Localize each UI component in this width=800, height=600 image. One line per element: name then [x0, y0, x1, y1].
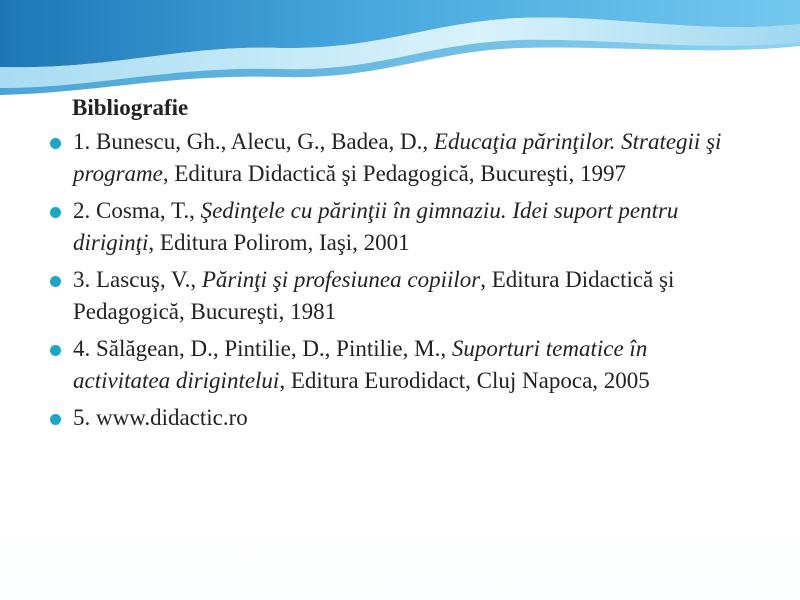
bibliography-item-1 — [50, 126, 740, 190]
reference-suffix: , Editura Eurodidact, Cluj Napoca, 2005 — [279, 368, 650, 393]
reference-prefix: 5. www.didactic.ro — [73, 405, 248, 430]
bullet-icon — [50, 138, 61, 149]
bullet-icon — [50, 207, 61, 218]
reference-prefix: 4. Sălăgean, D., Pintilie, D., Pintilie, M., — [73, 336, 452, 361]
reference-title: Suporturi tematice în activitatea dirigintelui — [73, 336, 648, 393]
bibliography-item-4 — [50, 333, 740, 397]
reference-prefix: 2. Cosma, T., — [73, 198, 201, 223]
reference-suffix: , Editura Didactică şi Pedagogică, Bucureşti, 1997 — [162, 161, 626, 186]
bibliography-item-2 — [50, 195, 740, 259]
bibliography-content — [50, 92, 740, 439]
reference-title: Părinţi şi profesiunea copiilor — [201, 267, 481, 292]
bibliography-item-3 — [50, 264, 740, 328]
bibliography-item-5 — [50, 402, 740, 434]
bullet-icon — [50, 345, 61, 356]
bullet-icon — [50, 414, 61, 425]
reference-prefix: 1. Bunescu, Gh., Alecu, G., Badea, D., — [73, 129, 434, 154]
reference-prefix: 3. Lascuş, V., — [73, 267, 202, 292]
bibliography-heading: Bibliografie — [72, 95, 189, 120]
header-wave-decoration — [0, 0, 800, 100]
reference-suffix: , Editura Polirom, Iaşi, 2001 — [148, 230, 410, 255]
bibliography-list — [50, 126, 740, 434]
reference-title: Educaţia părinţilor. Strategii şi programe — [73, 129, 722, 186]
reference-suffix: , Editura Didactică şi Pedagogică, Bucureşti, 1981 — [73, 267, 675, 324]
bullet-icon — [50, 276, 61, 287]
reference-title: Şedinţele cu părinţii în gimnaziu. Idei suport pentru diriginţi — [73, 198, 679, 255]
